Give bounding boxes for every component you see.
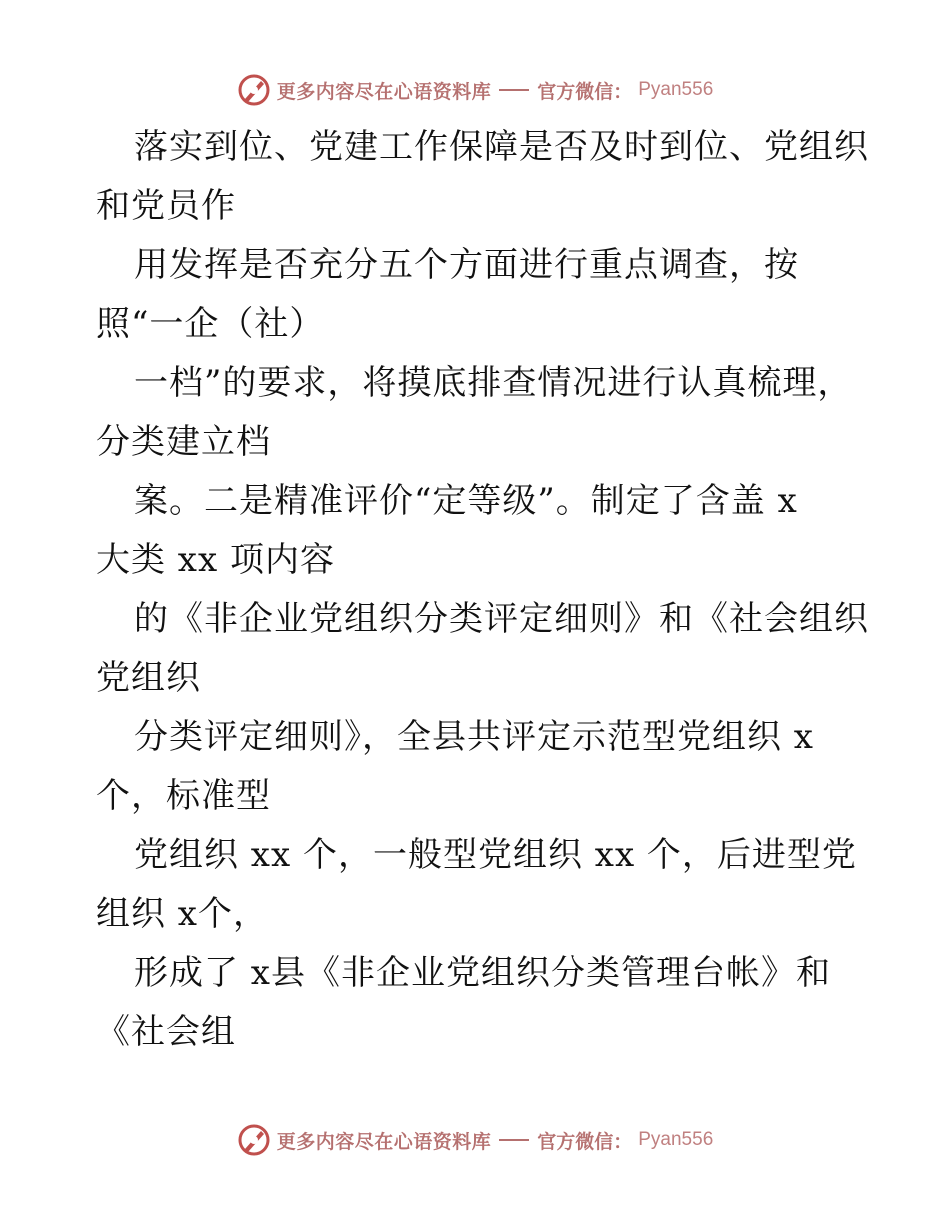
- footer-brand-text: 更多内容尽在心语资料库: [276, 1130, 492, 1153]
- text-line: 落实到位、党建工作保障是否及时到位、党组织: [134, 127, 869, 167]
- header-wechat-id: Pyan556: [638, 79, 714, 100]
- text-line: 《社会组: [96, 1012, 236, 1052]
- header-wechat-label: 官方微信：: [537, 80, 633, 103]
- text-line: 大类 xx 项内容: [96, 540, 335, 580]
- text-line: 党组织 xx 个，一般型党组织 xx 个，后进型党: [134, 835, 857, 875]
- footer-separator: [499, 1139, 529, 1141]
- document-body: [96, 118, 869, 1062]
- text-line: 党组织: [96, 658, 201, 698]
- pen-logo-icon: [237, 1123, 271, 1157]
- text-line: 组织 x个，: [96, 894, 268, 934]
- text-line: 照“一企（社）: [96, 304, 325, 344]
- text-line: 分类评定细则》，全县共评定示范型党组织 x: [134, 717, 814, 757]
- text-line: 形成了 x县《非企业党组织分类管理台帐》和: [134, 953, 831, 993]
- text-line: 个，标准型: [96, 776, 271, 816]
- text-line: 的《非企业党组织分类评定细则》和《社会组织: [134, 599, 869, 639]
- text-line: 和党员作: [96, 186, 236, 226]
- pen-logo-icon: [237, 73, 271, 107]
- footer-watermark: [0, 1120, 950, 1160]
- text-line: 案。二是精准评价“定等级”。制定了含盖 x: [134, 481, 798, 521]
- text-line: 分类建立档: [96, 422, 271, 462]
- text-line: 用发挥是否充分五个方面进行重点调查，按: [134, 245, 799, 285]
- text-line: 一档”的要求，将摸底排查情况进行认真梳理，: [134, 363, 853, 403]
- header-brand-text: 更多内容尽在心语资料库: [276, 80, 492, 103]
- header-separator: [499, 89, 529, 91]
- footer-wechat-id: Pyan556: [638, 1129, 714, 1150]
- footer-wechat-label: 官方微信：: [537, 1130, 633, 1153]
- header-watermark: [0, 70, 950, 110]
